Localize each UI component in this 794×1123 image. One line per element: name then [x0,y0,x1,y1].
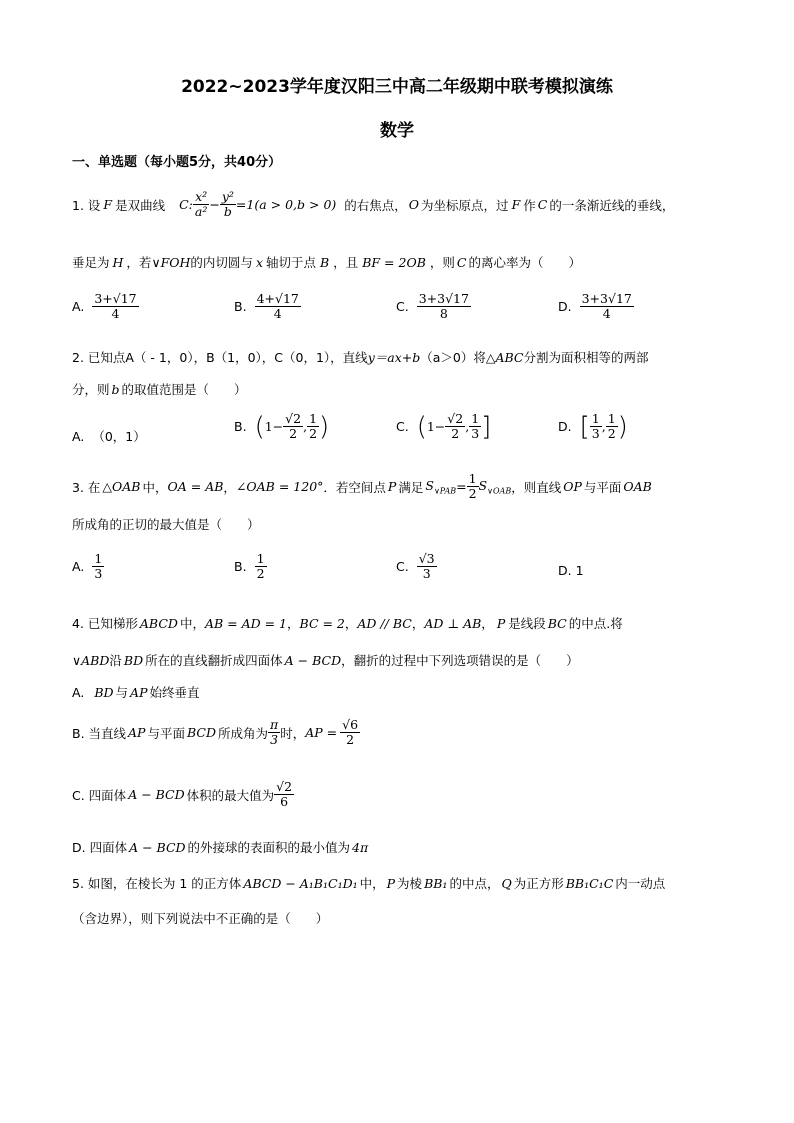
q1-number: 1. 设 [72,197,101,213]
section-heading: 一、单选题（每小题5分，共40分） [72,155,282,170]
q1-F: F [103,197,113,213]
q1-ask: ，则 [429,255,455,270]
question-1-line-2 [72,253,581,271]
q1-is-hyperbola: 是双曲线 [115,197,166,213]
question-4-line-2: ∨ABD 沿 BD 所在的直线翻折成四面体 A − BCD ，翻折的过程中下列选项错误的是（ ） [72,652,579,668]
q1-option-c[interactable]: C. $\frac{3+3√17}{8}$ [396,291,469,322]
q1-tangent: 轴切于点 [266,255,317,270]
q2-points: A（ - 1，0），B（1，0），C（0，1），直线 [125,350,368,365]
page-title: 2022~2023学年度汉阳三中高二年级期中联考模拟演练 [181,77,613,97]
q1-eccentricity: 的离心率为（ ） [468,255,581,270]
q3-option-c[interactable]: C. $\frac{√3}{3}$ [396,551,435,582]
q1-x2-over-a2: $\frac{\text{x²}}{\text{a²}}$ [194,189,208,220]
q1-C2: C [456,254,467,270]
q1-foot: 垂足为 [72,255,110,270]
q1-cond: =1(a > 0,b > 0) [235,197,337,213]
q2-line-equation: y＝ax+b [367,350,421,365]
question-5-line-1: 5. 如图，在棱长为 1 的正方体 ABCD − A₁B₁C₁D₁ 中， P 为棱 BB₁ 的中点， Q 为正方形 BB₁C₁C 内一动点 [72,875,666,891]
q4-option-d[interactable]: D. 四面体 A − BCD 的外接球的表面积的最小值为 4π [72,839,369,855]
q1-option-d-value: $\frac{3+3√17}{4}$ [581,291,632,322]
q2-option-b[interactable]: B. ( 1− $\frac{√2}{2}$ , $\frac{1}{2}$ ) [234,411,330,442]
q4-option-a[interactable]: A. BD 与 AP 始终垂直 [72,684,200,700]
q1-option-d[interactable]: D. $\frac{3+3√17}{4}$ [558,291,632,322]
q1-curve-prefix: C: [179,197,193,213]
q1-option-a-value: $\frac{3+√17}{4}$ [94,291,137,322]
q4-option-c[interactable]: C. 四面体 A − BCD 体积的最大值为 $\frac{√2}{6}$ [72,779,293,810]
q2-option-c[interactable]: C. ( 1− $\frac{√2}{2}$ , $\frac{1}{3}$ ] [396,411,492,442]
q2-triangle: △ABC [485,350,524,365]
question-5-line-2: （含边界），则下列说法中不正确的是（ ） [72,911,329,926]
q1-zuo: 作 [523,197,536,213]
question-3-line-2: 所成角的正切的最大值是（ ） [72,517,260,532]
q1-x-axis: x [255,254,263,270]
q1-H: H [112,254,124,270]
question-2-line-2: 分，则 b 的取值范围是（ ） [72,382,247,397]
q2-option-a[interactable]: A. （0，1） [72,429,146,444]
question-4-line-1: 4. 已知梯形 ABCD 中， AB = AD = 1 ， BC = 2 ， AD // BC ， AD ⊥ AB ， P 是线段 BC 的中点.将 [72,615,623,631]
q1-hyperbola-equation: C: $\frac{\text{x²}}{\text{a²}}$ − $\frac{\text{y²}}{b}$ =1(a > 0,b > 0) [179,189,337,220]
q1-origin: 为坐标原点，过 [421,197,509,213]
q4-option-b[interactable]: B. 当直线 AP 与平面 BCD 所成角为 $\frac{\pi}{3}$ 时， AP = $\frac{√6}{2}$ [72,717,359,748]
q1-option-c-value: $\frac{3+3√17}{8}$ [418,291,469,322]
q1-incircle: 的内切圆与 [190,255,253,270]
q1-qie: ，且 [333,255,359,270]
q1-O: O [408,197,420,213]
q1-ruo: ，若 [126,255,152,270]
q1-option-a[interactable]: A. $\frac{3+√17}{4}$ [72,291,137,322]
q1-option-b-value: $\frac{4+√17}{4}$ [256,291,299,322]
q3-option-b[interactable]: B. $\frac{1}{2}$ [234,551,265,582]
q2-option-d[interactable]: D. [ $\frac{1}{3}$ , $\frac{1}{2}$ ) [558,411,628,442]
q1-B: B [320,254,330,270]
q1-perp: 的一条渐近线的垂线， [549,197,675,213]
q1-y2-over-b: $\frac{\text{y²}}{b}$ [221,189,234,220]
q1-triangle: ∨FOH [151,254,191,270]
question-2-line-1: 2. 已知点A（ - 1，0），B（1，0），C（0，1），直线y＝ax+b（a＞0）将△ABC分割为面积相等的两部 [72,350,649,365]
q1-C: C [537,197,548,213]
q3-option-d[interactable]: D. 1 [558,563,584,578]
q1-vector-equation: BF = 2OB [362,254,426,270]
q1-F2: F [511,197,521,213]
q1-option-b[interactable]: B. $\frac{4+√17}{4}$ [234,291,299,322]
q1-right-focus: 的右焦点， [344,197,407,213]
subject-title: 数学 [380,121,414,141]
q3-option-a[interactable]: A. $\frac{1}{3}$ [72,551,103,582]
question-1-line-1 [72,190,674,220]
question-3-line-1: 3. 在 △OAB 中， OA = AB ， ∠OAB = 120° ．若空间点 P 满足 $S_{\vee PAB}$ = $\frac{1}{2}$ $S_{\vee OAB}$ ，则直线 OP 与平面 OAB [72,471,652,502]
